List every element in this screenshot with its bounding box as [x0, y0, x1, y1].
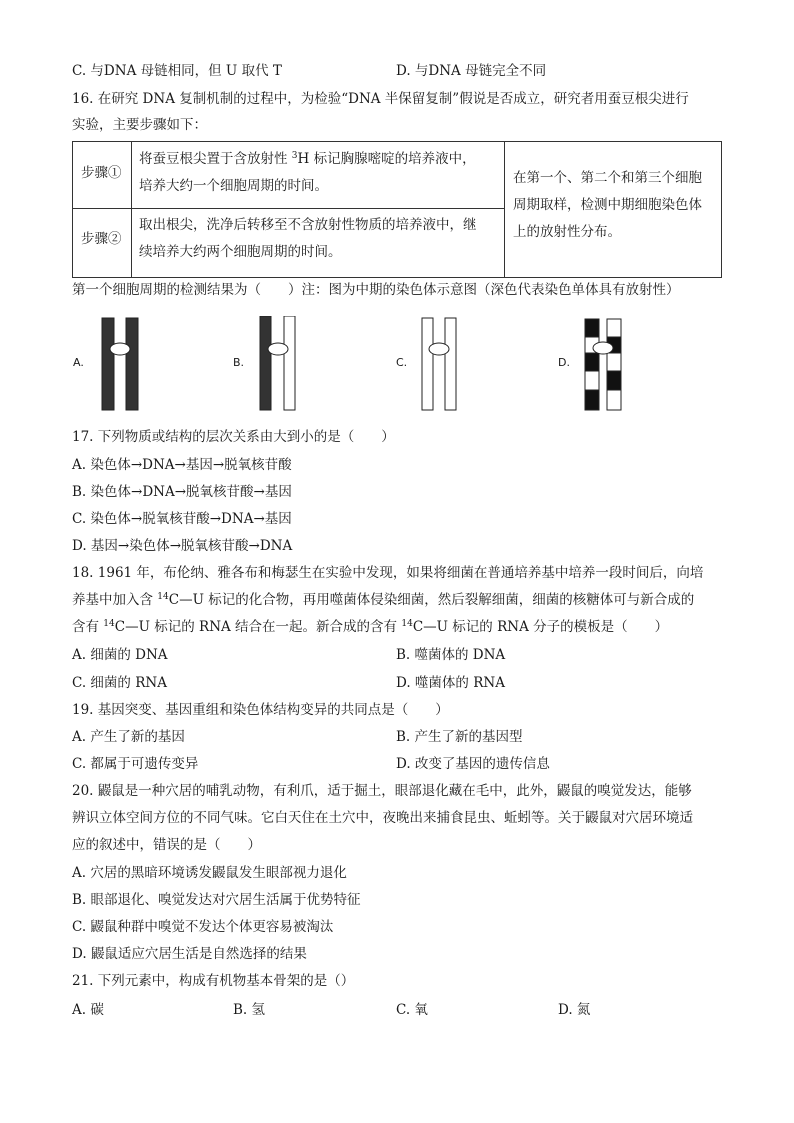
q16-option-a-label: A.	[73, 356, 84, 369]
q16-option-d-chromosome	[563, 316, 683, 412]
q16-step1-label: 步骤①	[81, 165, 122, 181]
q19-stem: 19. 基因突变、基因重组和染色体结构变异的共同点是（ ）	[72, 702, 449, 718]
q16-table-col-divider	[131, 142, 132, 277]
q17-stem: 17. 下列物质或结构的层次关系由大到小的是（ ）	[72, 429, 395, 445]
q21-option-a: A. 碳	[72, 1002, 104, 1018]
q18-stem-line1: 18. 1961 年，布伦纳、雅各布和梅瑟生在实验中发现，如果将细菌在普通培养基中培养一段时间后，向培	[72, 565, 704, 581]
q16-sampling-line1: 在第一个、第二个和第三个细胞	[513, 170, 702, 186]
q18-stem-line3: 含有 $^{14}$C—U 标记的 RNA 结合在一起。新合成的含有 $^{14}$C—U 标记的 RNA 分子的模板是（ ）	[72, 619, 669, 635]
q16-steps-table	[72, 141, 722, 278]
q19-option-d: D. 改变了基因的遗传信息	[396, 756, 550, 772]
q20-stem-line2: 辨识立体空间方位的不同气味。它白天住在土穴中，夜晚出来捕食昆虫、蚯蚓等。关于鼹鼠对穴居环境适	[72, 810, 693, 826]
q16-stem-line1: 16. 在研究 DNA 复制机制的过程中，为检验“DNA 半保留复制”假说是否成立，研究者用蚕豆根尖进行	[72, 91, 689, 107]
q20-option-d: D. 鼹鼠适应穴居生活是自然选择的结果	[72, 946, 307, 962]
q20-stem-line1: 20. 鼹鼠是一种穴居的哺乳动物，有利爪，适于掘土，眼部退化藏在毛中，此外，鼹鼠的嗅觉发达，能够	[72, 783, 692, 799]
q16-step1-text-line2: 培养大约一个细胞周期的时间。	[139, 178, 328, 194]
q16-table-col-divider	[504, 142, 505, 277]
q18-option-c: C. 细菌的 RNA	[72, 675, 167, 691]
q20-stem-line3: 应的叙述中，错误的是（ ）	[72, 837, 261, 853]
q15-option-c: C. 与DNA 母链相同，但 U 取代 T	[72, 63, 282, 79]
q16-option-b-chromosome	[238, 316, 358, 412]
q21-stem: 21. 下列元素中，构成有机物基本骨架的是（）	[72, 973, 355, 989]
q19-option-c: C. 都属于可遗传变异	[72, 756, 199, 772]
q21-option-c: C. 氧	[396, 1002, 428, 1018]
q18-option-d: D. 噬菌体的 RNA	[396, 675, 505, 691]
q16-option-b-label: B.	[233, 356, 245, 369]
q20-option-c: C. 鼹鼠种群中嗅觉不发达个体更容易被淘汰	[72, 919, 334, 935]
q16-option-c-label: C.	[396, 356, 408, 369]
q18-stem-line2: 养基中加入含 $^{14}$C—U 标记的化合物，再用噬菌体侵染细菌，然后裂解细菌，细菌的核糖体可与新合成的	[72, 592, 695, 608]
q16-question: 第一个细胞周期的检测结果为（ ）注：图为中期的染色体示意图（深色代表染色单体具有放射性）	[72, 282, 680, 298]
q16-step2-text-line2: 续培养大约两个细胞周期的时间。	[139, 244, 342, 260]
q16-step2-text-line1: 取出根尖，洗净后转移至不含放射性物质的培养液中，继	[139, 217, 477, 233]
q16-option-a-chromosome	[80, 316, 200, 412]
q17-option-a: A. 染色体→DNA→基因→脱氧核苷酸	[72, 457, 292, 473]
q20-option-a: A. 穴居的黑暗环境诱发鼹鼠发生眼部视力退化	[72, 865, 347, 881]
q18-option-a: A. 细菌的 DNA	[72, 647, 168, 663]
q20-option-b: B. 眼部退化、嗅觉发达对穴居生活属于优势特征	[72, 892, 361, 908]
q19-option-b: B. 产生了新的基因型	[396, 729, 523, 745]
q16-sampling-line3: 上的放射性分布。	[513, 224, 621, 240]
q16-sampling-line2: 周期取样，检测中期细胞染色体	[513, 197, 702, 213]
q16-option-c-chromosome	[400, 316, 520, 412]
q15-option-d: D. 与DNA 母链完全不同	[396, 63, 547, 79]
q16-stem-line2: 实验，主要步骤如下：	[72, 117, 207, 133]
q16-step1-text-line1: 将蚕豆根尖置于含放射性 $^3$H 标记胸腺嘧啶的培养液中，	[139, 151, 476, 167]
q17-option-d: D. 基因→染色体→脱氧核苷酸→DNA	[72, 538, 293, 554]
q16-step2-label: 步骤②	[81, 231, 122, 247]
q17-option-c: C. 染色体→脱氧核苷酸→DNA→基因	[72, 511, 292, 527]
q17-option-b: B. 染色体→DNA→脱氧核苷酸→基因	[72, 484, 292, 500]
q21-option-d: D. 氮	[558, 1002, 591, 1018]
q19-option-a: A. 产生了新的基因	[72, 729, 185, 745]
q16-option-d-label: D.	[558, 356, 570, 369]
q18-option-b: B. 噬菌体的 DNA	[396, 647, 506, 663]
q21-option-b: B. 氢	[233, 1002, 266, 1018]
